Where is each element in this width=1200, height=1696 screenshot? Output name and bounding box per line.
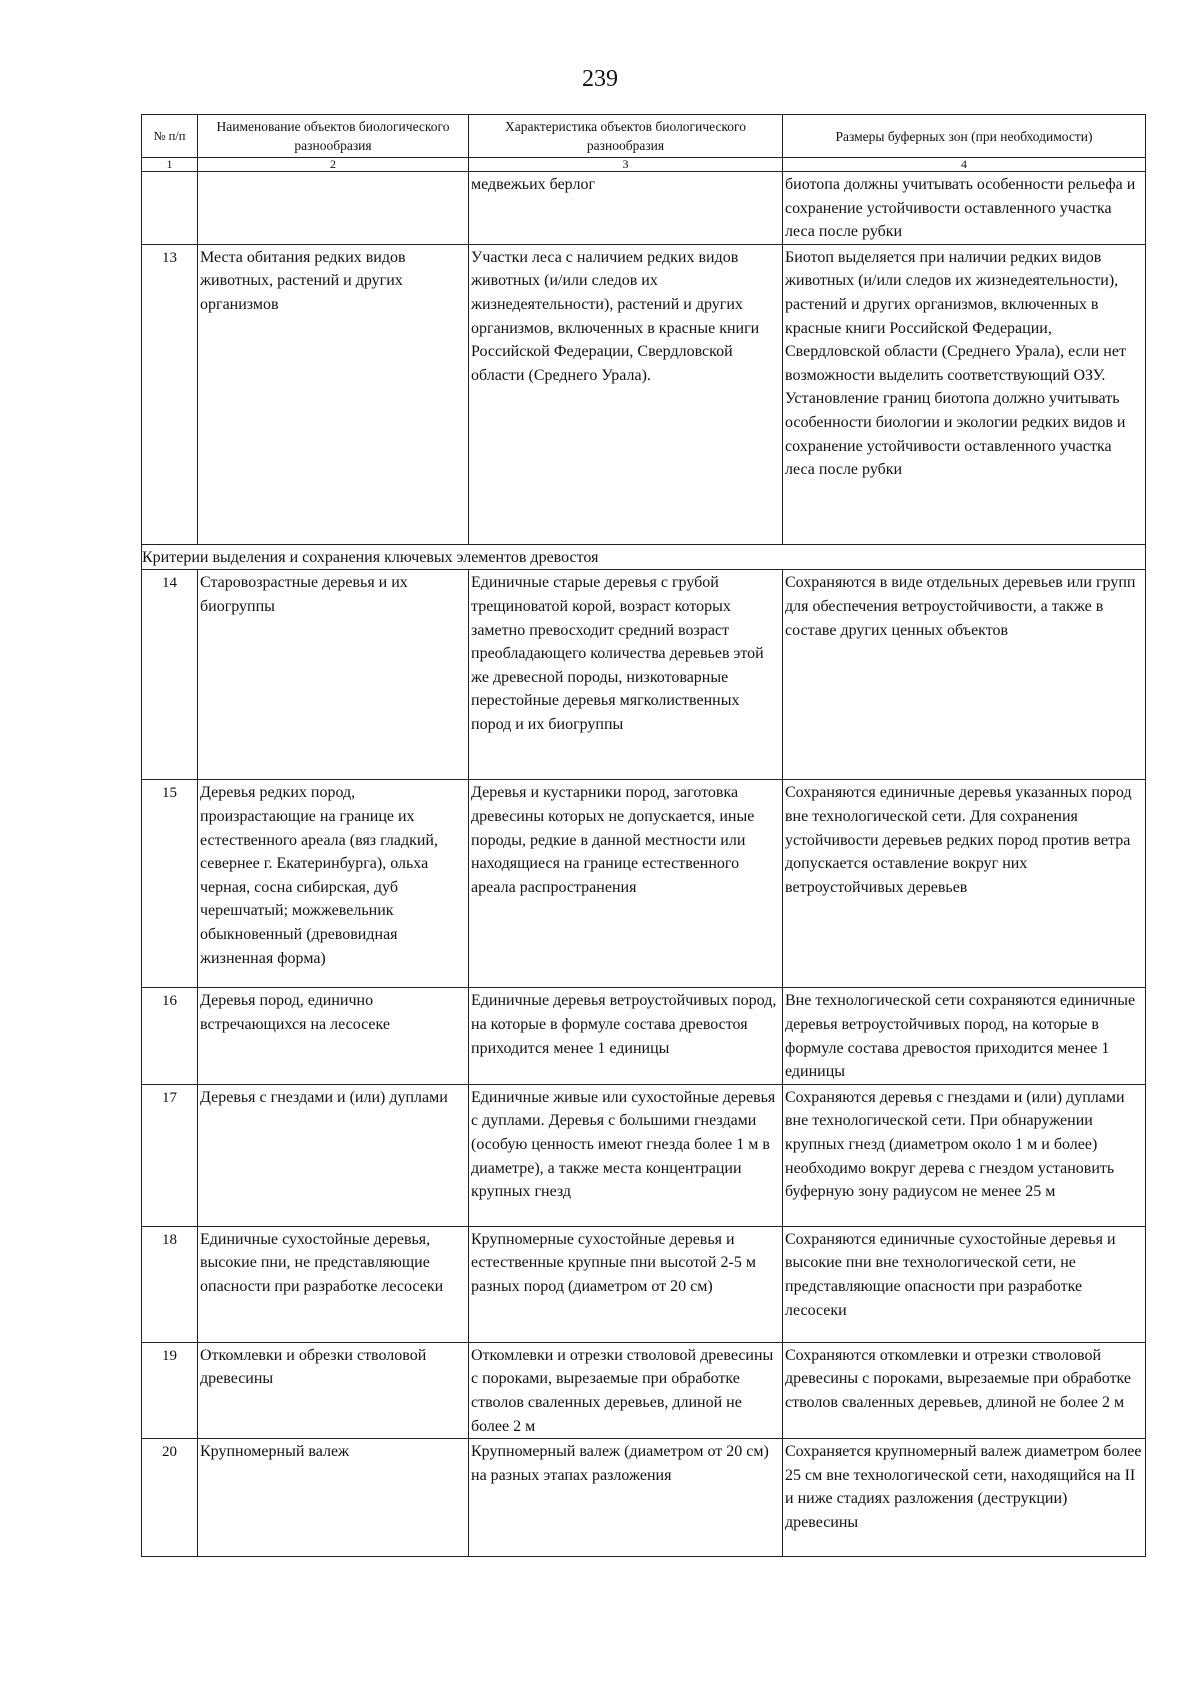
row-characteristic: Участки леса с наличием редких видов животных (и/или следов их жизнедеятельности), растений и других организмов, включенных в красные книги Российской Федерации, Свердловской области (Среднего Урала). bbox=[469, 244, 783, 544]
column-number: 3 bbox=[469, 158, 783, 172]
column-number: 2 bbox=[198, 158, 469, 172]
row-buffer: Сохраняется крупномерный валеж диаметром более 25 см вне технологической сети, находящийся на II и ниже стадиях разложения (деструкции) древесины bbox=[783, 1439, 1146, 1557]
column-number-row bbox=[142, 158, 1146, 172]
row-buffer: Вне технологической сети сохраняются единичные деревья ветроустойчивых пород, на которые в формуле состава древостоя приходится менее 1 единицы bbox=[783, 988, 1146, 1084]
column-number: 1 bbox=[142, 158, 198, 172]
row-characteristic: Крупномерный валеж (диаметром от 20 см) на разных этапах разложения bbox=[469, 1439, 783, 1557]
row-characteristic: медвежьих берлог bbox=[469, 172, 783, 245]
page-number: 239 bbox=[582, 66, 618, 92]
row-number: 16 bbox=[142, 988, 198, 1084]
row-characteristic: Единичные живые или сухостойные деревья с дуплами. Деревья с большими гнездами (особую ценность имеют гнезда более 1 м в диаметре), а также места концентрации крупных гнезд bbox=[469, 1084, 783, 1226]
section-row bbox=[142, 544, 1146, 570]
row-characteristic: Единичные старые деревья с грубой трещиноватой корой, возраст которых заметно превосходит средний возраст преобладающего количества деревьев этой же древесной породы, низкотоварные перестойные деревья мягколиственных пород и их биогруппы bbox=[469, 570, 783, 780]
row-buffer: Сохраняются деревья с гнездами и (или) дуплами вне технологической сети. При обнаружении крупных гнезд (диаметром около 1 м и более) необходимо вокруг дерева с гнездом установить буферную зону радиусом не менее 25 м bbox=[783, 1084, 1146, 1226]
row-buffer: Сохраняются в виде отдельных деревьев или групп для обеспечения ветроустойчивости, а также в составе других ценных объектов bbox=[783, 570, 1146, 780]
column-number: 4 bbox=[783, 158, 1146, 172]
table-row bbox=[142, 1439, 1146, 1557]
row-name: Откомлевки и обрезки стволовой древесины bbox=[198, 1342, 469, 1438]
row-number: 18 bbox=[142, 1226, 198, 1342]
row-characteristic: Откомлевки и отрезки стволовой древесины с пороками, вырезаемые при обработке стволов сваленных деревьев, длиной не более 2 м bbox=[469, 1342, 783, 1438]
row-number: 20 bbox=[142, 1439, 198, 1557]
section-title: Критерии выделения и сохранения ключевых элементов древостоя bbox=[142, 544, 1146, 570]
table-row bbox=[142, 570, 1146, 780]
table-row bbox=[142, 172, 1146, 245]
table-row bbox=[142, 780, 1146, 988]
table-row bbox=[142, 1342, 1146, 1438]
header-characteristic: Характеристика объектов биологического разнообразия bbox=[469, 115, 783, 158]
header-buffer: Размеры буферных зон (при необходимости) bbox=[783, 115, 1146, 158]
row-buffer: Сохраняются откомлевки и отрезки стволовой древесины с пороками, вырезаемые при обработке стволов сваленных деревьев, длиной не более 2 м bbox=[783, 1342, 1146, 1438]
row-characteristic: Единичные деревья ветроустойчивых пород, на которые в формуле состава древостоя приходится менее 1 единицы bbox=[469, 988, 783, 1084]
header-row bbox=[142, 115, 1146, 158]
row-buffer: Биотоп выделяется при наличии редких видов животных (и/или следов их жизнедеятельности), растений и других организмов, включенных в красные книги Российской Федерации, Свердловской области (Среднего Урала), если нет возможности выделить соответствующий ОЗУ. Установление границ биотопа должно учитывать особенности биологии и экологии редких видов и сохранение устойчивости оставленного участка леса после рубки bbox=[783, 244, 1146, 544]
row-number: 14 bbox=[142, 570, 198, 780]
row-name bbox=[198, 172, 469, 245]
table-row bbox=[142, 1226, 1146, 1342]
row-name: Деревья пород, единично встречающихся на лесосеке bbox=[198, 988, 469, 1084]
row-buffer: биотопа должны учитывать особенности рельефа и сохранение устойчивости оставленного участка леса после рубки bbox=[783, 172, 1146, 245]
table-row bbox=[142, 1084, 1146, 1226]
row-number: 17 bbox=[142, 1084, 198, 1226]
table-row bbox=[142, 988, 1146, 1084]
row-name: Места обитания редких видов животных, растений и других организмов bbox=[198, 244, 469, 544]
header-number: № п/п bbox=[142, 115, 198, 158]
row-name: Деревья с гнездами и (или) дуплами bbox=[198, 1084, 469, 1226]
row-characteristic: Крупномерные сухостойные деревья и естественные крупные пни высотой 2-5 м разных пород (диаметром от 20 см) bbox=[469, 1226, 783, 1342]
biodiversity-table bbox=[141, 114, 1146, 1557]
row-name: Крупномерный валеж bbox=[198, 1439, 469, 1557]
row-number: 15 bbox=[142, 780, 198, 988]
row-buffer: Сохраняются единичные деревья указанных пород вне технологической сети. Для сохранения устойчивости деревьев редких пород против ветра допускается оставление вокруг них ветроустойчивых деревьев bbox=[783, 780, 1146, 988]
row-number bbox=[142, 172, 198, 245]
header-name: Наименование объектов биологического разнообразия bbox=[198, 115, 469, 158]
row-name: Единичные сухостойные деревья, высокие пни, не представляющие опасности при разработке лесосеки bbox=[198, 1226, 469, 1342]
row-name: Деревья редких пород, произрастающие на границе их естественного ареала (вяз гладкий, севернее г. Екатеринбурга), ольха черная, сосна сибирская, дуб черешчатый; можжевельник обыкновенный (древовидная жизненная форма) bbox=[198, 780, 469, 988]
row-characteristic: Деревья и кустарники пород, заготовка древесины которых не допускается, иные породы, редкие в данной местности или находящиеся на границе естественного ареала распространения bbox=[469, 780, 783, 988]
row-buffer: Сохраняются единичные сухостойные деревья и высокие пни вне технологической сети, не представляющие опасности при разработке лесосеки bbox=[783, 1226, 1146, 1342]
table-row bbox=[142, 244, 1146, 544]
row-name: Старовозрастные деревья и их биогруппы bbox=[198, 570, 469, 780]
row-number: 13 bbox=[142, 244, 198, 544]
row-number: 19 bbox=[142, 1342, 198, 1438]
